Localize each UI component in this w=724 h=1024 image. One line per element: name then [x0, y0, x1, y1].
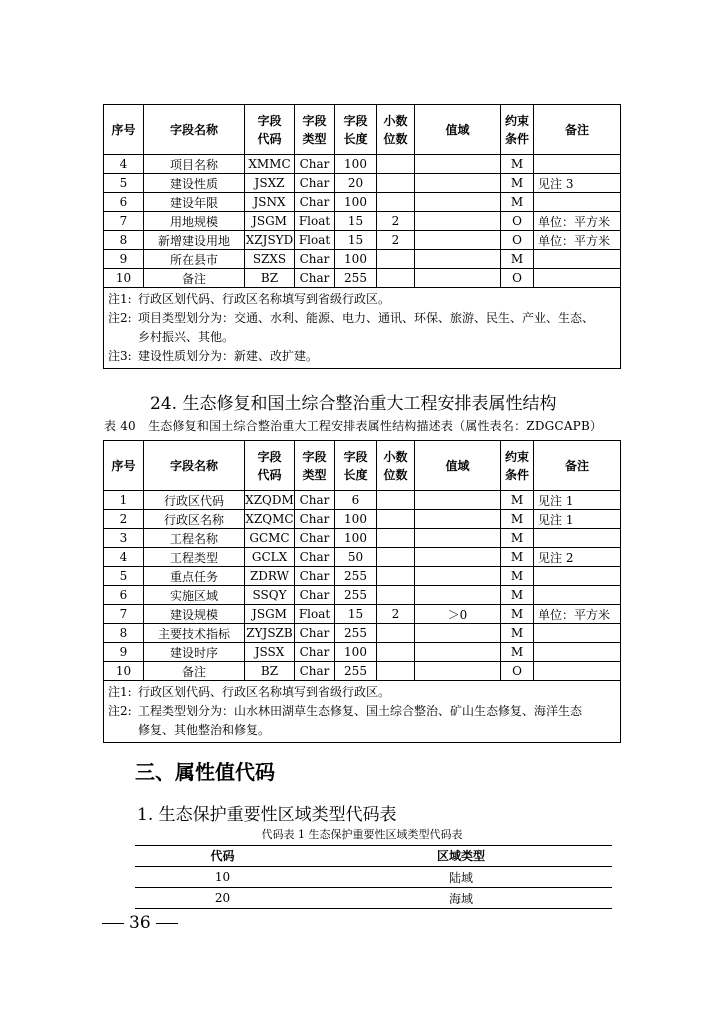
table-cell: M: [501, 510, 534, 529]
header-cell: 值域: [415, 105, 501, 155]
note-line: 注2: 项目类型划分为：交通、水利、能源、电力、通讯、环保、旅游、民生、产业、生态、: [108, 311, 595, 325]
table-cell: BZ: [245, 662, 295, 681]
table-cell: 3: [104, 529, 144, 548]
note-line: 注1: 行政区划代码、行政区名称填写到省级行政区。: [108, 292, 391, 306]
table-cell: Char: [295, 548, 335, 567]
table-cell: M: [501, 643, 534, 662]
table-cell: 4: [104, 548, 144, 567]
header-cell: 值域: [415, 441, 501, 491]
table-cell: 100: [335, 155, 377, 174]
table-row: [135, 888, 612, 909]
table-cell: 1: [104, 491, 144, 510]
table-body: [104, 155, 621, 288]
table-row: [104, 193, 621, 212]
table-cell: Char: [295, 174, 335, 193]
table-cell: [415, 491, 501, 510]
table-cell: 4: [104, 155, 144, 174]
table-cell: 5: [104, 567, 144, 586]
table-cell: M: [501, 567, 534, 586]
notes-cell: [104, 288, 621, 369]
table-cell: Char: [295, 155, 335, 174]
table-row: [104, 662, 621, 681]
table-cell: 100: [335, 643, 377, 662]
table-cell: M: [501, 174, 534, 193]
header-cell: 代码: [135, 846, 310, 867]
table-row: [104, 643, 621, 662]
chapter-heading: 三、属性值代码: [135, 760, 275, 784]
table-cell: M: [501, 548, 534, 567]
table-cell: 所在县市: [144, 250, 245, 269]
note-continuation: 修复、其他整治和修复。: [138, 723, 271, 737]
table-cell: 20: [135, 888, 310, 909]
attribute-table-40: [103, 440, 621, 743]
table-cell: Char: [295, 529, 335, 548]
table-cell: 见注 2: [534, 548, 621, 567]
table-cell: Char: [295, 624, 335, 643]
table-cell: 10: [135, 867, 310, 888]
note-line: 注1: 行政区划代码、行政区名称填写到省级行政区。: [108, 685, 391, 699]
table-cell: ZYJSZB: [245, 624, 295, 643]
table-cell: 实施区域: [144, 586, 245, 605]
table-cell: 用地规模: [144, 212, 245, 231]
table-cell: 见注 1: [534, 491, 621, 510]
notes-row: [104, 288, 621, 369]
table-cell: Char: [295, 193, 335, 212]
table-cell: 9: [104, 250, 144, 269]
header-cell: 字段 长度: [335, 105, 377, 155]
table-cell: 工程名称: [144, 529, 245, 548]
table-cell: M: [501, 529, 534, 548]
table-row: [104, 212, 621, 231]
header-cell: 序号: [104, 105, 144, 155]
table-cell: [415, 624, 501, 643]
table-cell: 单位：平方米: [534, 231, 621, 250]
header-cell: 字段 长度: [335, 441, 377, 491]
table-cell: [377, 250, 415, 269]
table-cell: 备注: [144, 269, 245, 288]
table-cell: SZXS: [245, 250, 295, 269]
table-cell: 255: [335, 567, 377, 586]
page-number: 36: [97, 913, 183, 933]
table-cell: 6: [104, 193, 144, 212]
table-cell: XZQMC: [245, 510, 295, 529]
table-cell: 海域: [310, 888, 612, 909]
table-cell: 2: [104, 510, 144, 529]
notes-cell: [104, 681, 621, 743]
header-cell: 序号: [104, 441, 144, 491]
table-cell: [377, 269, 415, 288]
table-cell: 建设时序: [144, 643, 245, 662]
header-row: [104, 441, 621, 491]
note-line: 注3: 建设性质划分为：新建、改扩建。: [108, 349, 319, 363]
table-cell: 100: [335, 510, 377, 529]
table-cell: 重点任务: [144, 567, 245, 586]
table-cell: JSGM: [245, 212, 295, 231]
table-cell: Char: [295, 250, 335, 269]
table-row: [104, 155, 621, 174]
table-cell: [377, 193, 415, 212]
table-cell: [415, 510, 501, 529]
table-cell: [415, 662, 501, 681]
table-cell: [415, 231, 501, 250]
table-cell: 20: [335, 174, 377, 193]
table-cell: ＞0: [415, 605, 501, 624]
table-row: [104, 567, 621, 586]
table-cell: Char: [295, 491, 335, 510]
table-cell: 7: [104, 212, 144, 231]
table-cell: 10: [104, 269, 144, 288]
table-cell: M: [501, 193, 534, 212]
table-cell: [377, 510, 415, 529]
table-cell: ZDRW: [245, 567, 295, 586]
table-cell: 2: [377, 605, 415, 624]
table-cell: 255: [335, 624, 377, 643]
table-cell: [377, 662, 415, 681]
header-cell: 备注: [534, 441, 621, 491]
table-row: [104, 548, 621, 567]
table-cell: 见注 3: [534, 174, 621, 193]
table-cell: 100: [335, 250, 377, 269]
table-cell: [534, 250, 621, 269]
table-cell: Char: [295, 510, 335, 529]
table-row: [104, 231, 621, 250]
header-cell: 字段 类型: [295, 105, 335, 155]
note-continuation: 乡村振兴、其他。: [138, 330, 235, 344]
table-cell: 255: [335, 662, 377, 681]
table-cell: [534, 662, 621, 681]
table-cell: Float: [295, 212, 335, 231]
section-heading: 1. 生态保护重要性区域类型代码表: [137, 805, 397, 825]
table-row: [104, 624, 621, 643]
table-cell: 50: [335, 548, 377, 567]
table-body: [104, 491, 621, 681]
table-cell: M: [501, 250, 534, 269]
table-cell: 15: [335, 212, 377, 231]
table-cell: 行政区名称: [144, 510, 245, 529]
table-cell: [415, 269, 501, 288]
header-cell: 字段名称: [144, 441, 245, 491]
table-cell: 单位：平方米: [534, 605, 621, 624]
table-cell: 备注: [144, 662, 245, 681]
header-row: [104, 105, 621, 155]
table-cell: BZ: [245, 269, 295, 288]
table-cell: 建设规模: [144, 605, 245, 624]
code-table: [135, 845, 612, 909]
header-cell: 字段 代码: [245, 441, 295, 491]
header-cell: 备注: [534, 105, 621, 155]
table-cell: GCLX: [245, 548, 295, 567]
table-cell: M: [501, 605, 534, 624]
table-cell: [415, 586, 501, 605]
header-cell: 约束 条件: [501, 105, 534, 155]
table-cell: JSNX: [245, 193, 295, 212]
table-row: [104, 510, 621, 529]
table-cell: [377, 155, 415, 174]
table-row: [104, 250, 621, 269]
header-cell: 区域类型: [310, 846, 612, 867]
table-cell: Char: [295, 269, 335, 288]
table-cell: 255: [335, 269, 377, 288]
table-cell: Char: [295, 586, 335, 605]
table-cell: M: [501, 624, 534, 643]
table-cell: GCMC: [245, 529, 295, 548]
table-cell: 建设性质: [144, 174, 245, 193]
table-cell: [377, 643, 415, 662]
table-row: [104, 586, 621, 605]
table-cell: 100: [335, 529, 377, 548]
table-cell: [415, 193, 501, 212]
header-cell: 小数 位数: [377, 105, 415, 155]
table-cell: 新增建设用地: [144, 231, 245, 250]
table-cell: 见注 1: [534, 510, 621, 529]
table-row: [104, 491, 621, 510]
table-cell: [377, 624, 415, 643]
table-cell: [377, 548, 415, 567]
table-cell: 工程类型: [144, 548, 245, 567]
table-cell: [377, 174, 415, 193]
table-cell: 单位：平方米: [534, 212, 621, 231]
table-cell: [534, 567, 621, 586]
table-cell: [415, 643, 501, 662]
table-cell: 7: [104, 605, 144, 624]
header-cell: 字段 代码: [245, 105, 295, 155]
table-cell: 15: [335, 231, 377, 250]
table-cell: [415, 174, 501, 193]
table-cell: JSXZ: [245, 174, 295, 193]
table-cell: [534, 586, 621, 605]
table-caption: 代码表 1 生态保护重要性区域类型代码表: [261, 828, 463, 841]
table-cell: [377, 491, 415, 510]
table-cell: 建设年限: [144, 193, 245, 212]
table-cell: [534, 193, 621, 212]
table-cell: [415, 212, 501, 231]
table-row: [135, 867, 612, 888]
table-cell: [415, 250, 501, 269]
section-heading: 24. 生态修复和国土综合整治重大工程安排表属性结构: [150, 394, 557, 414]
attribute-table-top: [103, 104, 621, 369]
table-cell: [377, 529, 415, 548]
table-caption: 表 40 生态修复和国土综合整治重大工程安排表属性结构描述表（属性表名：ZDGCAPB）: [104, 419, 603, 433]
table-cell: 6: [335, 491, 377, 510]
table-cell: 5: [104, 174, 144, 193]
table-cell: 项目名称: [144, 155, 245, 174]
header-cell: 字段名称: [144, 105, 245, 155]
table-cell: O: [501, 269, 534, 288]
table-cell: 8: [104, 231, 144, 250]
table-cell: SSQY: [245, 586, 295, 605]
table-cell: [415, 548, 501, 567]
table-cell: [534, 269, 621, 288]
table-cell: Char: [295, 567, 335, 586]
table-row: [104, 269, 621, 288]
header-cell: 约束 条件: [501, 441, 534, 491]
header-cell: 小数 位数: [377, 441, 415, 491]
table-cell: 8: [104, 624, 144, 643]
table-cell: XZQDM: [245, 491, 295, 510]
table-cell: 陆域: [310, 867, 612, 888]
table-cell: M: [501, 586, 534, 605]
note-line: 注2: 工程类型划分为：山水林田湖草生态修复、国土综合整治、矿山生态修复、海洋生态: [108, 704, 583, 718]
table-cell: M: [501, 155, 534, 174]
table-cell: 10: [104, 662, 144, 681]
table-cell: 行政区代码: [144, 491, 245, 510]
table-cell: 2: [377, 231, 415, 250]
dash-left: [102, 923, 124, 924]
table-cell: M: [501, 491, 534, 510]
notes-row: [104, 681, 621, 743]
table-cell: 主要技术指标: [144, 624, 245, 643]
table-cell: 15: [335, 605, 377, 624]
table-cell: O: [501, 231, 534, 250]
table-cell: [415, 567, 501, 586]
table-cell: XMMC: [245, 155, 295, 174]
table-cell: [534, 155, 621, 174]
table-row: [104, 529, 621, 548]
table-cell: 255: [335, 586, 377, 605]
table-cell: [534, 529, 621, 548]
table-row: [104, 174, 621, 193]
table-cell: 6: [104, 586, 144, 605]
table-cell: [534, 624, 621, 643]
table-cell: 100: [335, 193, 377, 212]
header-cell: 字段 类型: [295, 441, 335, 491]
table-cell: O: [501, 212, 534, 231]
table-cell: [377, 586, 415, 605]
table-row: [104, 605, 621, 624]
table-cell: Float: [295, 231, 335, 250]
header-row: [135, 846, 612, 867]
table-cell: [377, 567, 415, 586]
table-cell: O: [501, 662, 534, 681]
table-cell: Char: [295, 643, 335, 662]
table-cell: [415, 529, 501, 548]
table-cell: JSGM: [245, 605, 295, 624]
table-cell: Float: [295, 605, 335, 624]
table-cell: 2: [377, 212, 415, 231]
table-cell: 9: [104, 643, 144, 662]
table-cell: JSSX: [245, 643, 295, 662]
table-cell: [415, 155, 501, 174]
table-cell: XZJSYD: [245, 231, 295, 250]
dash-right: [156, 923, 178, 924]
table-cell: Char: [295, 662, 335, 681]
table-cell: [534, 643, 621, 662]
